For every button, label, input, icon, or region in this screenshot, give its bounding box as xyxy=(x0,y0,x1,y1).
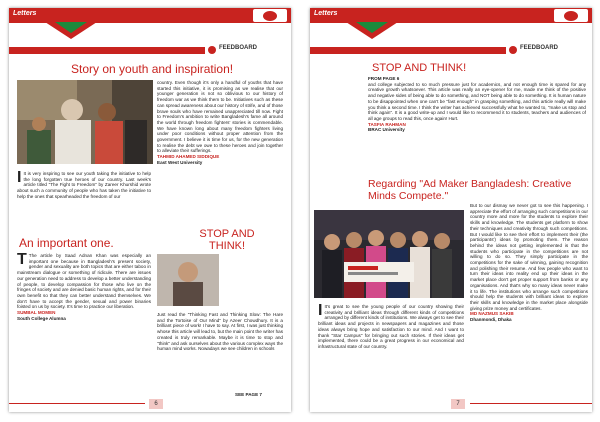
footer-line xyxy=(470,403,592,404)
drop-cap: T xyxy=(17,253,27,268)
feedboard-icon xyxy=(208,46,216,54)
youth-photo xyxy=(17,80,153,164)
byline-author: TASFIA RAHMAN xyxy=(368,121,406,127)
right-page xyxy=(310,8,592,412)
footer-line xyxy=(9,403,145,404)
top-banner xyxy=(310,8,592,23)
byline-org: South College Alumna xyxy=(17,315,66,321)
intro-letter: I It is very inspiring to see our youth taking the initiative to help the long forgotten true heroes of our country. Last week's article titled "The Fight to Freedom" by Zareer Khurshid wrote about such a community of people who has taken the initiative to help the ones that spearheaded the freedom of our xyxy=(17,171,151,199)
page-number: 7 xyxy=(451,399,465,409)
magazine-logo xyxy=(554,9,588,22)
section-label: Letters xyxy=(314,10,338,17)
from-page-label: FROM PAGE 6 xyxy=(368,76,400,81)
portrait-photo xyxy=(157,254,219,306)
drop-cap: I xyxy=(318,304,323,319)
page-title: Story on youth and inspiration! xyxy=(71,62,234,76)
feedboard-label: FEEDBOARD xyxy=(520,45,559,51)
article-title-2: Regarding "Ad Maker Bangladesh: Creative Minds Compete." xyxy=(368,178,572,202)
byline-author: TAHMID AHAMED SIDDIQUE xyxy=(157,154,220,160)
left-page xyxy=(9,8,291,412)
byline-org: East West University xyxy=(157,159,203,165)
magazine-logo xyxy=(253,9,287,22)
continued-letter: FROM PAGE 6 and college subjected to so much pressure just for academics, and not enough time is spared for any creative growth whatsoever. This article was really an eye-opener for me, made me think of the positive and negative sides of being able to do something, and NOT being able to do something. It is human nature to be disappointed when one can't be "fast enough" in grasping something, and this article really will make you think a second time. I think the writer has achieved successfully what he wanted to, "make us stop and think again". It is a good write-up and I would like to recommend it to students, teachers and audiences of all age groups to read this, once again! Hurt. TASFIA RAHMAN BRAC University xyxy=(368,76,586,133)
group-photo xyxy=(314,210,464,298)
page-title: STOP AND THINK! xyxy=(372,62,467,74)
logo-mark-icon xyxy=(564,11,578,21)
drop-cap: I xyxy=(17,171,22,186)
see-page-link[interactable]: SEE PAGE 7 xyxy=(235,392,262,397)
page-number: 6 xyxy=(149,399,163,409)
letter-column-2: country. Even though it's only a handful of youths that have started this initiative, it is promising as we realise that our younger generation is not so oblivious to our history of freedom war as we think them to be. Initiatives such as these can spread awareness about our history of strife, and of those brave souls who have remained unappreciated till now. Fight to Freedom's ambition to write Bangladesh's fame all around the world through freedom fighters' stories is commendable. We have known long about many freedom fighters living under poor conditions without proper attention from the government. I believe it is time for us, for the new generation to realise the debt we owe to these heroes and join together to alleviate their sufferings. TAHMID AHAMED SIDDIQUE East West University xyxy=(157,80,283,165)
section-label: Letters xyxy=(13,10,37,17)
logo-mark-icon xyxy=(263,11,277,21)
letter-an-important-one: T The article by Saad Adnan Khan was especially an important one because in Bangladesh's present society, gender and sexuality are both topics that are either taboo in mainstream dialogue or something of ridicule. There are issues our generation need to address to develop a better understanding of people, to develop compassion for those who live on the fringes of society and are denied basic human rights, and for their own benefit so that they can better understand themselves. We don't have to accept the gender, sexual and power binaries foisted on us by society. It's time to practice our liberation. SUMBAL MOMEN South College Alumna xyxy=(17,253,151,321)
letter-stop-and-think: Just read the "Thinking Fast and Thinking Slow: The Hare and the Tortoise of Our Mind" by Azeer Chowdhury. It is a brilliant piece of work! I have to say. At first, I was just thinking whose this article will lead to, but the main point the writer has created is truly remarkable. Maybe it is time to stop and "think" and ask ourselves about the various complex ways the human mind works. Nowadays we see children in schools xyxy=(157,312,283,352)
letter-column-left: I It's great to see the young people of our country showing their creativity and brilliant ideas through different kinds of competitions arranged by different kinds of institutions. We always get to see their brilliant ideas and projects in newspapers and magazines and those ideas always bring hope and satisfaction to our mind. And I want to thank "Star Campus" for bringing out such stories. If their ideas get implemented, there could be a great progress in our economical and infrastructural state of our country. xyxy=(318,304,464,349)
article-title-3: STOP AND THINK! xyxy=(199,228,255,252)
letter-column-right: But to our dismay we never got to see this happening. I appreciate the effort of arranging such competitions in our country more and more for the students to explore their skills and knowledge. The students get platform to show their techniques and creativity through such competitions. But I would like to see their effort to implement their (the participants') ideas by promoting them. The reason behind the ideas not getting implemented is that the students who participate in the competitions are not willing to do so. They simply participate in the competitions for the sake of winning, gaining recognition and polishing their resume. And few people who want to turn their ideas into reality end up their ideas in the market place don't get proper support from banks or any organisations. And that's why so many ideas never make it to life. The institutions who arrange such competitions should help the students with brilliant ideas to explore their skills and knowledge in the market place alongside giving prize money and certificates. MD NAZMUS SAKIB Dhanmondi, Dhaka xyxy=(470,203,588,323)
byline-author: SUMBAL MOMEN xyxy=(17,310,56,316)
feedboard-label: FEEDBOARD xyxy=(219,45,258,51)
feedboard-bar xyxy=(9,47,205,54)
top-banner xyxy=(9,8,291,23)
byline-org: Dhanmondi, Dhaka xyxy=(470,317,512,323)
feedboard-icon xyxy=(509,46,517,54)
article-title-2: An important one. xyxy=(19,236,114,250)
byline-author: MD NAZMUS SAKIB xyxy=(470,311,514,317)
feedboard-bar xyxy=(310,47,506,54)
byline-org: BRAC University xyxy=(368,127,405,133)
